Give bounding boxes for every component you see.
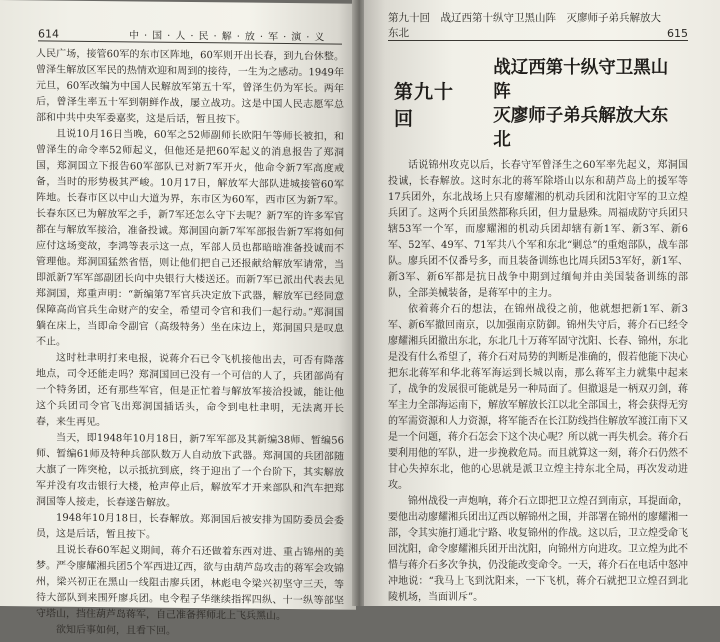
left-paragraph-6: 且说长春60军起义期间，蒋介石还做着东西对进、重占锦州的美梦。严令廖耀湘兵团5个军西进辽西，欲与由葫芦岛攻击的蒋军会攻锦州，梁兴初正在黑山一线阻击廖兵团，林彪电令梁兴初坚守三天，等待大部队到来围歼廖兵团。电令程子华继续指挥四纵、十一纵等部坚守塔山，挡住葫芦岛蒋军，自己准备挥师北上飞兵黑山。 xyxy=(36,544,344,622)
right-page-body xyxy=(388,158,688,606)
chapter-title-line-1: 战辽西第十纵守卫黑山阵 xyxy=(493,58,669,102)
left-page-number: 614 xyxy=(38,27,59,41)
chapter-title-line-2: 灭廖师子弟兵解放大东北 xyxy=(493,106,669,150)
left-page xyxy=(0,0,356,637)
right-page-header xyxy=(388,12,688,41)
chapter-heading xyxy=(394,58,684,150)
left-page-header xyxy=(38,18,342,44)
chapter-number: 第九十回 xyxy=(394,81,455,130)
right-page-number: 615 xyxy=(667,27,688,40)
left-paragraph-3: 这时杜聿明打来电报，说蒋介石已令飞机接他出去，可否有降落地点，司令还能走吗？郑洞国回已没有一个可信的人了，兵团部尚有一个特务团，还有那些军官，但是正忙着与解放军接洽投诚，能让他这个兵团司令官飞出郑洞国插话头，命令到电杜聿明，无法离开长春，来生再见。 xyxy=(36,352,344,429)
left-paragraph-4: 当天，即1948年10月18日，新7军军部及其新编38师、暂编56师、暂编61师及特种兵部队数万人自动放下武器。郑洞国的兵团部随大旗了一阵突枪，以示抵抗到底，终于迎出了一个台阶下，其实解放军并没有攻击银行大楼，枪声停止后，解放军才开来部队和汽车把郑洞国等人接走，长春遂告解放。 xyxy=(36,432,344,509)
left-paragraph-1: 人民广场，接管60军的东市区阵地，60军则开出长春，到九台休整。曾泽生解放区军民的热情欢迎和周到的接待，一生为之感动。1949年元旦，60军改编为中国人民解放军第五十军，曾泽生仍为军长。两年后，曾泽生率五十军到朝鲜作战，屡立战功。这是中国人民志愿军总部和中共中央军委嘉奖，这是后话，暂且按下。 xyxy=(36,48,344,126)
chapter-title xyxy=(493,56,684,152)
right-paragraph-1: 话说锦州攻克以后，长春守军曾泽生之60军率先起义，郑洞国投诚，长春解放。这时东北的蒋军除塔山以东和葫芦岛上的援军等17兵团外，东北战场上只有廖耀湘的机动兵团和沈阳守军的卫立煌兵团了。这两个兵团虽然都称兵团，但力量悬殊。周福成防守兵团只辖53军一个军，而廖耀湘的机动兵团却辖有新1军、新3军、新6军、52军、49军、71军共八个军和东北“剿总”的重炮部队，战车部队。廖兵团不仅番号多，而且装备训练也比周兵团53军好，新1军、新3军、新6军都是抗日战争中期到过缅甸并由美国装备训练的部队，全部美械装备，是蒋军中的主力。 xyxy=(388,160,688,299)
left-page-body xyxy=(36,46,344,641)
right-paragraph-2: 依着蒋介石的想法，在锦州战役之前，他就想把新1军、新3军、新6军撤回南京，以加强南京防御。锦州失守后，蒋介石已经令廖耀湘兵团撤出东北，东北几十万蒋军固守沈阳、长春、锦州，东北是没有什么希望了，蒋介石对局势的判断是准确的，假若他能下决心把东北蒋军和华北蒋军海运到长城以南，那么蒋军主力就集中起来了，战争的发展很可能就是另一种局面了。但撤退是一柄双刃剑，蒋军主力全部海运南下，解放军解放长江以北全部国土，将会获得无穷的军需资源和人力资源，将军能否在长江防线挡住解放军渡江南下又是一个问题，蒋介石怎会下这个决心呢？所以就一再失机会。蒋介石要利用他的军队，进一步挽救危局。而且就算这一刻，蒋介石仍然不甘心失掉东北，他的心思就是派卫立煌主持东北全局，再次发动进攻。 xyxy=(388,304,688,491)
left-paragraph-7: 欲知后事如何，且看下回。 xyxy=(56,624,176,637)
right-page xyxy=(364,0,720,606)
right-paragraph-3: 锦州战役一声炮响，蒋介石立即把卫立煌召到南京，耳提面命，要他出动廖耀湘兵团出辽西以解锦州之围，并部署在锦州的廖耀湘一部，令其实施打通北宁路、收复锦州的作战。这以后，卫立煌受命飞回沈阳，命令廖耀湘兵团开出沈阳，向锦州方向进攻。卫立煌为此不惜与蒋介石多次争执，仍没能改变命令。一天，蒋介石在电话中怒冲冲地说：“我马上飞到沈阳来，一下飞机，蒋介石就把卫立煌召到北陵机场，当面训斥”。 xyxy=(388,496,688,603)
chapter-running-title: 第九十回 战辽西第十纵守卫黑山阵 灭廖师子弟兵解放大东北 xyxy=(388,12,661,39)
left-paragraph-5: 1948年10月18日，长春解放。郑洞国后被安排为国防委员会委员，这是后话，暂且按下。 xyxy=(36,512,344,541)
book-running-title: 中·国·人·民·解·放·军·演·义 xyxy=(129,30,330,44)
left-paragraph-2: 且说10月16日当晚，60军之52师副师长欧阳午等师长被扣，和曾泽生的命令率52师起义，但他还是把60军起义的消息报告了郑洞国，郑洞国立下报告60军部队已对新7军开火，他命令新7军高度戒备，当时的形势极其严峻。10月17日，解放军大部队进城接管60军阵地。长春市区以中山大道为界，东市区为60军，西市区为新7军。长春东区已为解放军之手，新7军还怎么守下去呢？新7军的许多军官都在与解放军接洽，准备投诚。郑洞国向新7军军部报告新7军将如何应付这场变故，李鸿等表示这一点，军部人员也都暗暗准备投诚而不管理他。郑洞国猛然省悟，则让他们把自己还报献给解放军请常，当即派新7军军部副团长向中央银行大楼送还。而新7军已派出代表去见郑洞国，郑重声明：“新编第7军官兵决定放下武器，解放军已经同意保障高尚官兵生命财产的安全，希望司令官和我们一起行动。”郑洞国躺在床上，当即命令副官（高级特务）坐在床边上，郑洞国只是叹息不止。 xyxy=(36,128,344,348)
